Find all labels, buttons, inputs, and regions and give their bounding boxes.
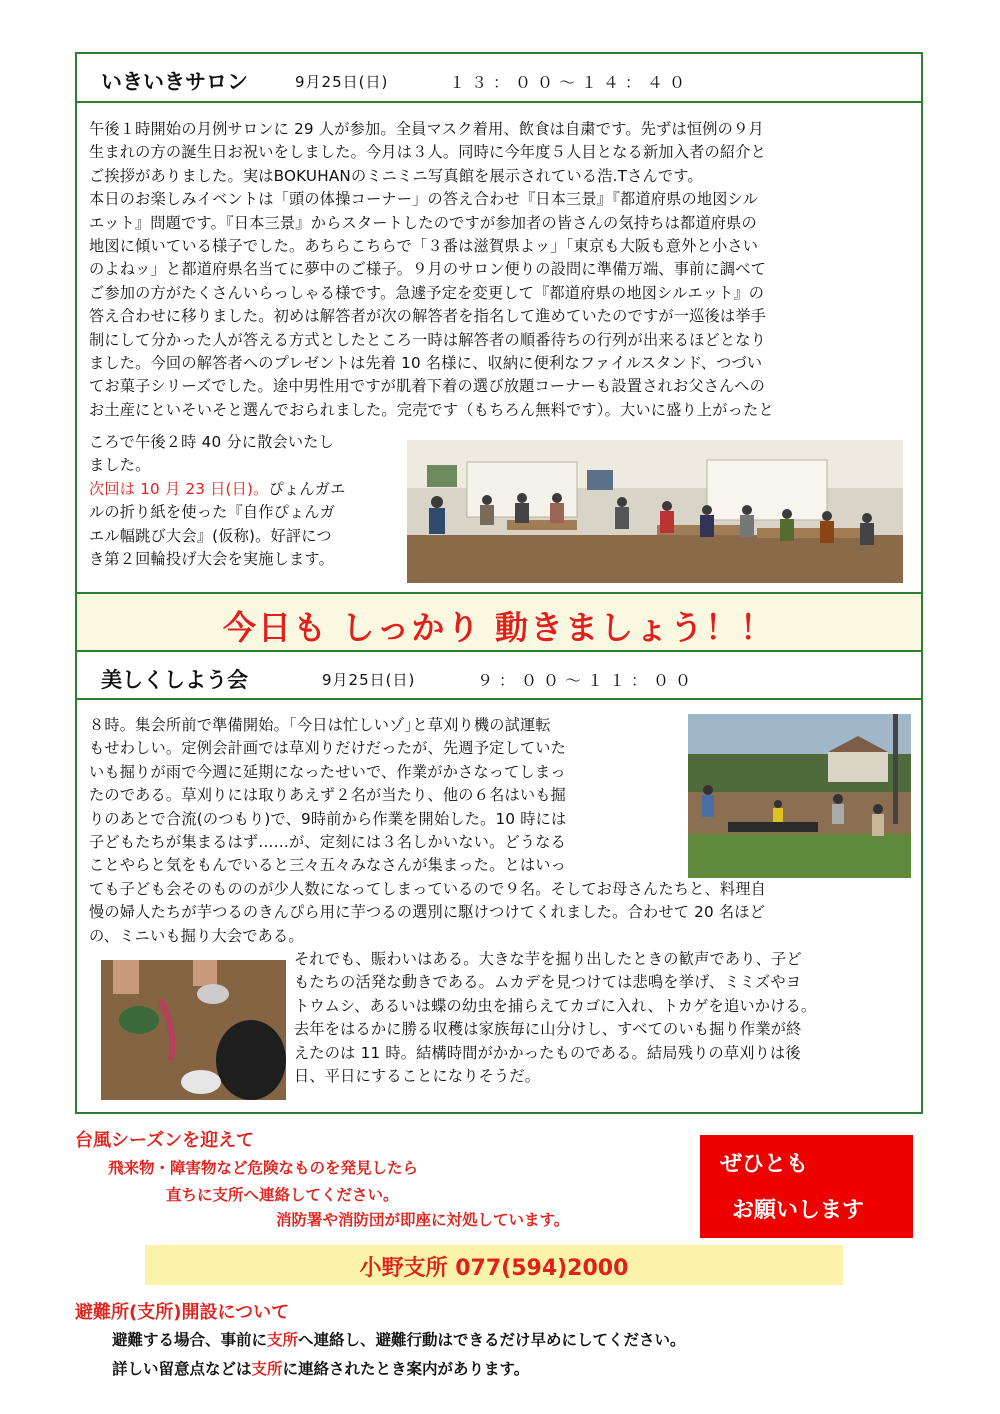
salon-body — [89, 118, 919, 422]
typhoon-line-2: 直ちに支所へ連絡してください。 — [166, 1186, 399, 1204]
cleanup-body-top — [89, 714, 689, 878]
please-line-1: ぜひとも — [720, 1152, 809, 1177]
evac-branch-red: 支所 — [267, 1331, 299, 1349]
salon-next-line — [89, 478, 409, 501]
salon-line: ました。今回の解答者へのプレゼントは先着 10 名様に、収納に便利なファイルスタンド、つづい — [89, 354, 763, 373]
newsletter-frame — [75, 52, 923, 1114]
cleanup-line: 日、平日にすることになりそうだ。 — [294, 1067, 541, 1086]
evac-line-2 — [112, 1357, 529, 1379]
typhoon-line-3: 消防署や消防団が即座に対処しています。 — [276, 1211, 570, 1229]
cleanup-time: ９：００～１１：００ — [477, 671, 698, 690]
cleanup-line: ても子ども会そのもののが少人数になってしまっているので９名。そしてお母さんたちと、料理自 — [89, 880, 767, 898]
salon-line: 生まれの方の誕生日お祝いをしました。今月は３人。同時に今年度５人目となる新加入者の紹介と — [89, 143, 767, 162]
salon-line: 答え合わせに移りました。初めは解答者が次の解答者を指名して進めていたのですが一巡後は挙手 — [89, 307, 767, 326]
motto-text: 今日も しっかり 動きましょう！！ — [223, 608, 775, 647]
salon-side-text — [89, 431, 409, 571]
potato-photo — [101, 960, 286, 1100]
evac-text: 詳しい留意点などは — [112, 1360, 252, 1378]
cleanup-line: もせわしい。定例会計画では草刈りだけだったが、先週予定していた — [89, 739, 567, 758]
typhoon-heading: 台風シーズンを迎えて — [75, 1130, 255, 1151]
typhoon-line-1: 飛来物・障害物など危険なものを発見したら — [108, 1159, 419, 1177]
please-line-2: お願いします — [732, 1198, 865, 1223]
salon-line: ご挨拶がありました。実はBOKUHANのミニミニ写真館を展示されている浩.Tさんです。 — [89, 166, 703, 185]
next-date-red: 次回は 10 月 23 日(日)。 — [89, 479, 269, 498]
salon-line: 制にして分かった人が答える方式としたところ一時は解答者の順番待ちの行列が出来るほどとなり — [89, 330, 767, 349]
salon-next-line: き第２回輪投げ大会を実施します。 — [89, 550, 334, 569]
evac-text: へ連絡し、避難行動はできるだけ早めにしてください。 — [298, 1331, 686, 1349]
evac-text: 避難する場合、事前に — [112, 1331, 268, 1349]
cleanup-line: ことやらと気をもんでいると三々五々みなさんが集まった。とはいっ — [89, 856, 567, 875]
evac-line-1 — [112, 1328, 686, 1350]
salon-title: いきいきサロン — [101, 70, 248, 94]
cleanup-line: の、ミニいも掘り大会である。 — [89, 926, 304, 945]
phone-bar — [145, 1245, 843, 1285]
salon-date: 9月25日(日) — [295, 73, 389, 91]
salon-line: ご参加の方がたくさんいらっしゃる様です。急遽予定を変更して『都道府県の地図シルエット』の — [89, 283, 765, 302]
salon-line: ころで午後２時 40 分に散会いたし — [89, 433, 335, 451]
cleanup-line: りのあとで合流(のつもり)で、9時前から作業を開始した。10 時には — [89, 809, 567, 828]
cleanup-line: 慢の婦人たちが芋つるのきんぴら用に芋つるの選別に駆けつけてくれました。合わせて 20 名ほど — [89, 903, 766, 922]
salon-line: てお菓子シリーズでした。途中男性用ですが肌着下着の選び放題コーナーも設置されお父さんへの — [89, 377, 765, 396]
cleanup-line: たのである。草刈りには取りあえず２名が当たり、他の６名はいも掘 — [89, 786, 567, 805]
please-box — [700, 1135, 913, 1238]
salon-line: のよねッ」と都道府県名当てに夢中のご様子。９月のサロン便りの設問に準備万端、事前に調べて — [89, 260, 767, 279]
cleanup-date: 9月25日(日) — [322, 671, 416, 689]
cleanup-line: えたのは 11 時。結構時間がかかったものである。結局残りの草刈りは後 — [294, 1043, 801, 1062]
cleanup-line: トウムシ、あるいは蝶の幼虫を捕らえてカゴに入れ、トカゲを追いかける。 — [294, 996, 817, 1015]
motto-banner — [77, 592, 921, 652]
cleanup-header-row — [77, 652, 921, 700]
cleanup-line: それでも、賑わいはある。大きな芋を掘り出したときの歓声であり、子ど — [294, 950, 802, 968]
cleanup-body-bottom — [294, 948, 914, 1088]
evac-heading: 避難所(支所)開設について — [75, 1302, 290, 1323]
evac-branch-red: 支所 — [251, 1360, 283, 1378]
field-photo — [688, 714, 911, 878]
evac-text: に連絡されたとき案内があります。 — [282, 1360, 530, 1378]
cleanup-line: もたちの活発な動きである。ムカデを見つけては悲鳴を挙げ、ミミズやヨ — [294, 973, 802, 992]
salon-time: １３：００～１４：４０ — [449, 73, 692, 92]
salon-line: エット』問題です。『日本三景』からスタートしたのですが参加者の皆さんの気持ちは都道府県の — [89, 213, 757, 232]
salon-line: ました。 — [89, 456, 151, 475]
salon-line: 午後１時開始の月例サロンに 29 人が参加。全員マスク着用、飲食は自粛です。先ずは恒例の９月 — [89, 120, 764, 138]
cleanup-line: 子どもたちが集まるはず……が、定刻には３名しかいない。どうなる — [89, 833, 567, 852]
salon-next-line: エル幅跳び大会』(仮称)。好評につ — [89, 526, 332, 545]
salon-header-row — [77, 54, 921, 103]
salon-line: 本日のお楽しみイベントは「頭の体操コーナー」の答え合わせ『日本三景』『都道府県の地図シル — [89, 190, 759, 209]
branch-phone: 小野支所 077(594)2000 — [359, 1256, 629, 1281]
salon-next-line: ルの折り紙を使った『自作ぴょんガ — [89, 503, 336, 522]
salon-line: お土産にといそいそと選んでおられました。完売です（もちろん無料です）。大いに盛り上がったと — [89, 400, 774, 419]
cleanup-line: 去年をはるかに勝る収穫は家族毎に山分けし、すべてのいも掘り作業が終 — [294, 1020, 802, 1039]
cleanup-line: ８時。集会所前で準備開始。｢今日は忙しいゾ｣と草刈り機の試運転 — [89, 716, 551, 734]
salon-line: 地図に傾いている様子でした。あちらこちらで「３番は滋賀県よッ」「東京も大阪も意外と小さい — [89, 237, 759, 256]
cleanup-line: いも掘りが雨で今週に延期になったせいで、作業がかさなってしまっ — [89, 762, 566, 781]
cleanup-body-full — [89, 878, 919, 948]
salon-photo — [407, 440, 903, 583]
next-text: ぴょんガエ — [268, 479, 346, 498]
cleanup-title: 美しくしよう会 — [101, 668, 248, 692]
